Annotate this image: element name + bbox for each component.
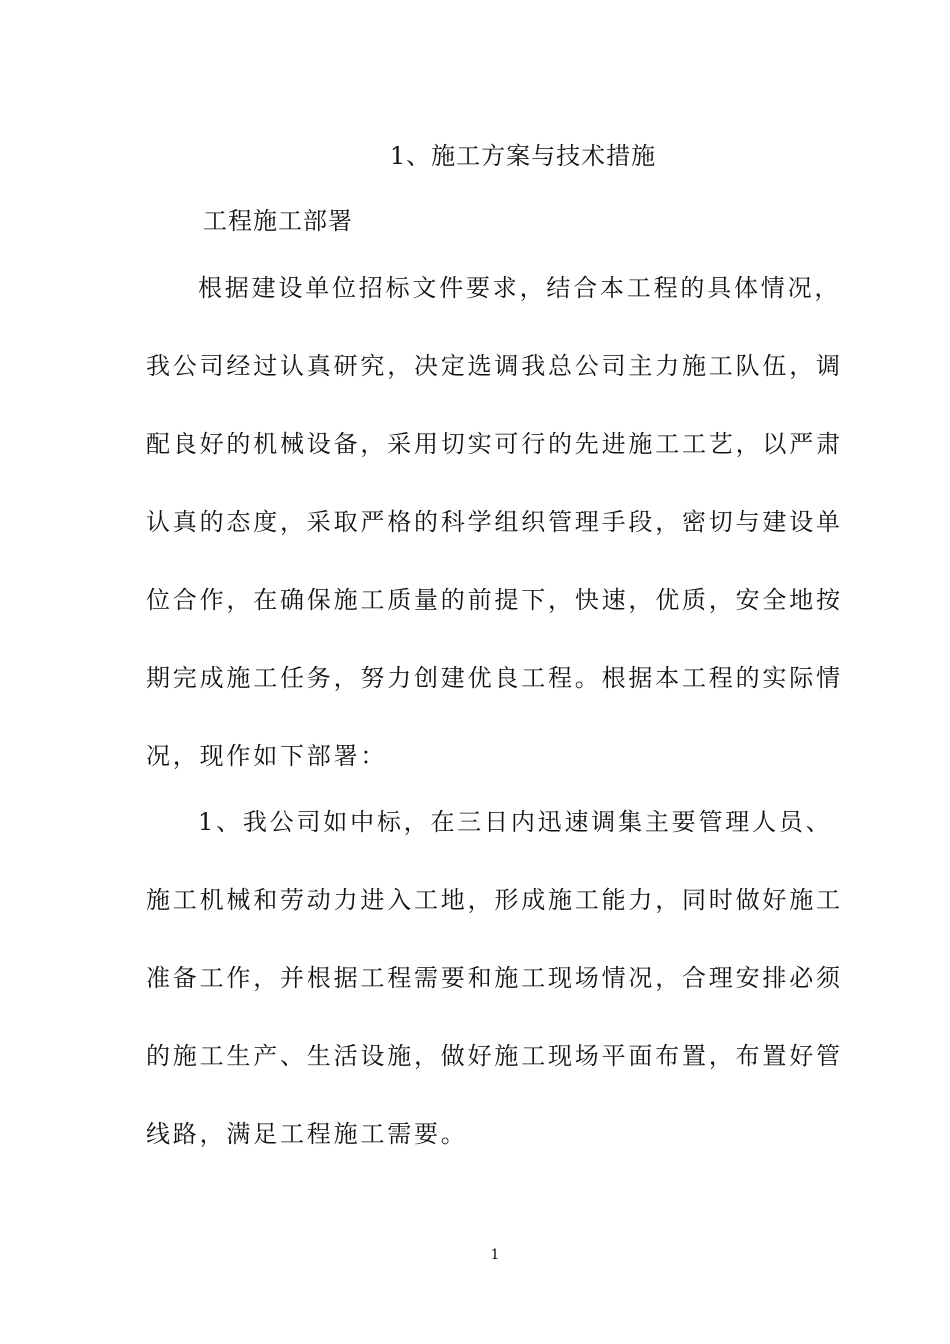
page-title: 1、施工方案与技术措施	[389, 142, 657, 170]
body-paragraph-item-1: 1、我公司如中标，在三日内迅速调集主要管理人员、施工机械和劳动力进入工地，形成施工能力，同时做好施工准备工作，并根据工程需要和施工现场情况，合理安排必须的施工生产、生活设施，做好施工现场平面布置，布置好管线路，满足工程施工需要。	[146, 808, 843, 1148]
body-paragraph-deployment: 根据建设单位招标文件要求，结合本工程的具体情况，我公司经过认真研究，决定选调我总公司主力施工队伍，调配良好的机械设备，采用切实可行的先进施工工艺，以严肃认真的态度，采取严格的科学组织管理手段，密切与建设单位合作，在确保施工质量的前提下，快速，优质，安全地按期完成施工任务，努力创建优良工程。根据本工程的实际情况，现作如下部署：	[146, 274, 843, 770]
page-number: 1	[490, 1247, 500, 1263]
section-heading: 工程施工部署	[203, 207, 353, 235]
